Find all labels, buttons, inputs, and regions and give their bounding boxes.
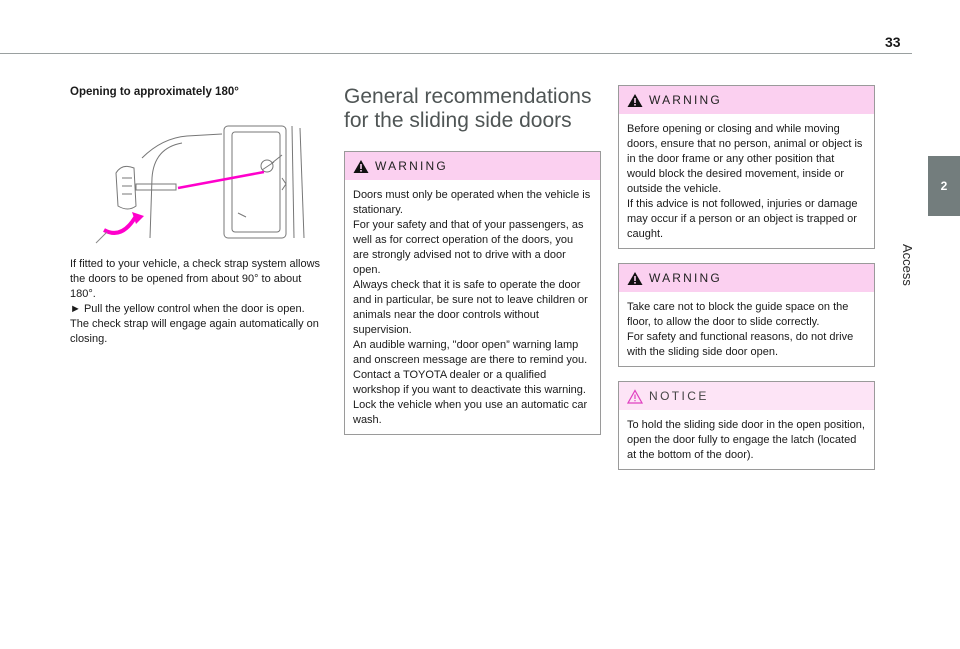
rotation-arrow [104,216,136,233]
subsection-heading: Opening to approximately 180° [70,86,239,98]
warning-header [619,86,874,114]
warning-label: WARNING [649,93,722,107]
pointer-arrow [178,172,264,188]
notice-box [618,381,875,470]
section-title: General recommendations for the sliding side doors [344,85,592,132]
warning-icon [627,271,643,286]
left-column [70,86,325,347]
chapter-title: Access [900,244,915,286]
notice-text: To hold the sliding side door in the open position, open the door fully to engage the latch (located at the bottom of the door). [627,419,865,461]
warning-icon [627,93,643,108]
chapter-tab[interactable] [928,156,960,216]
warning-box [618,85,875,249]
notice-icon [627,389,643,404]
warning-text: Doors must only be operated when the vehicle is stationary. For your safety and that of your passengers, as well as for correct operation of the doors, you are strongly advised not to drive with a door open. Always check that it is safe to operate the door and in particular, be sure not to leave children or animals near the door controls without supervision. An audible warning, "door open” warning lamp and onscreen message are there to remind you. Contact a TOYOTA dealer or a qualified workshop if you want to deactivate this warning. Lock the vehicle when you use an automatic car wash. [353,189,591,426]
warning-box [618,263,875,367]
right-column [618,85,875,470]
page-number: 33 [885,34,901,50]
header-rule [0,53,912,54]
chapter-number: 2 [940,179,948,193]
warning-label: WARNING [649,271,722,285]
check-strap-description: If fitted to your vehicle, a check strap system allows the doors to be opened from about 90° to about 180°. ► Pull the yellow control when the door is open. The check strap will engage again automatically on closing. [70,258,321,345]
warning-label: WARNING [375,159,448,173]
warning-text: Before opening or closing and while moving doors, ensure that no person, animal or object is in the door frame or any other position that would block the desired movement, inside or outside the vehicle. If this advice is not followed, injuries or damage may occur if a person or an object is trapped or caught. [627,123,863,240]
warning-icon [353,159,369,174]
notice-header [619,382,874,410]
warning-header [345,152,600,180]
warning-text: Take care not to block the guide space on the floor, to allow the door to slide correctly. For safety and functional reasons, do not drive with the sliding side door open. [627,301,854,358]
notice-label: NOTICE [649,389,709,403]
warning-box [344,151,601,435]
middle-column [344,85,601,435]
warning-header [619,264,874,292]
check-strap-illustration [82,118,318,244]
